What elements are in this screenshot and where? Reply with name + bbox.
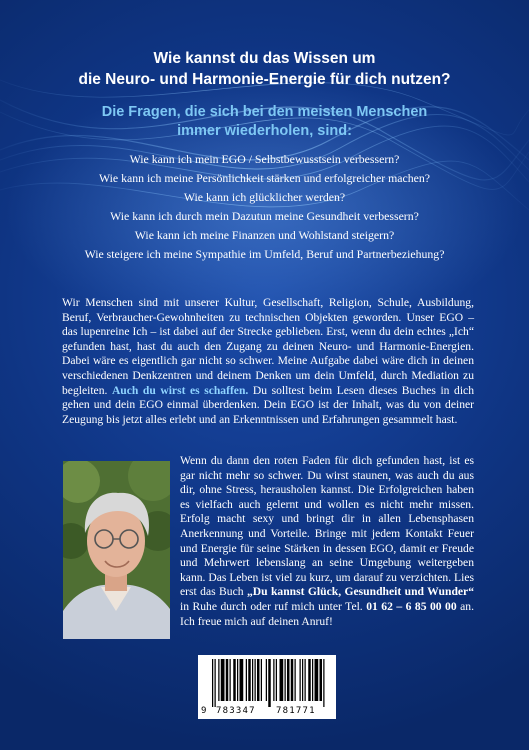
barcode-bar	[291, 659, 294, 701]
barcode-bar	[240, 659, 244, 701]
barcode-bar	[261, 659, 262, 701]
author-photo	[63, 461, 170, 639]
barcode-right-group: 781771	[276, 706, 316, 716]
question-list	[0, 150, 529, 264]
second-paragraph	[180, 454, 474, 629]
barcode-bar	[257, 659, 260, 701]
barcode-bar	[218, 659, 219, 701]
intro-paragraph	[62, 296, 474, 427]
barcode-bar	[280, 659, 284, 701]
barcode-bar	[212, 659, 213, 707]
intro-text-end: Du solltest beim Lesen dieses Buches in dich gehen und dein EGO einmal überdenken. Dein EGO ist der Inhalt, was du von deiner Zeugung bis jetzt alles erlebt und an Erkenntnissen und Erfahrungen gesammelt hast.	[62, 383, 474, 426]
headline-line-1: Wie kannst du das Wissen um	[153, 50, 376, 67]
book-title: „Du kannst Glück, Gesundheit und Wunder“	[246, 585, 474, 599]
barcode-bar	[246, 659, 247, 701]
second-text-end: an. Ich freue mich auf deinen Anruf!	[180, 599, 474, 628]
question-item: Wie kann ich meine Persönlichkeit stärken und erfolgreicher machen?	[98, 171, 430, 185]
subheadline	[0, 103, 529, 141]
barcode-bar	[276, 659, 277, 701]
barcode-bar	[255, 659, 256, 701]
barcode-bar	[320, 659, 323, 701]
barcode-bar	[233, 659, 236, 701]
phone-number: 01 62 – 6 85 00 00	[366, 599, 457, 613]
question-item: Wie kann ich mein EGO / Selbstbewusstsein verbessern?	[129, 152, 400, 166]
barcode-bar	[252, 659, 253, 701]
second-text-start: Wenn du dann den roten Faden für dich gefunden hast, ist es gar nicht mehr so schwer. Du wirst staunen, was auch du aus dir, ohne Stress, herausholen kannst. Die Erfolgreichen haben es vielfach auch gelernt und wollen es nicht mehr missen. Erfolg macht sexy und bringt dir in allen Lebensphasen Anerkennung und Vorteile. Bringe mit jedem Kontakt Feuer und Energie für seine Stärken in dessen EGO, damit er Freude und Mehrwert lebenslang an seine Umgebung weitergeben kann. Das Leben ist viel zu kurz, um darauf zu verzichten. Lies erst das Buch	[180, 454, 474, 599]
barcode-bars	[198, 655, 336, 707]
barcode-left-group: 783347	[216, 706, 256, 716]
barcode-bar	[302, 659, 303, 701]
question-item: Wie kann ich glücklicher werden?	[183, 190, 346, 204]
question-item: Wie kann ich durch mein Dazutun meine Gesundheit verbessern?	[110, 209, 419, 223]
subheadline-line-1: Die Fragen, die sich bei den meisten Menschen	[101, 104, 428, 120]
highlight-text: Auch du wirst es schaffen.	[111, 383, 249, 397]
barcode-bar	[221, 659, 225, 701]
barcode-bar	[226, 659, 229, 701]
subheadline-line-2: immer wiederholen, sind:	[177, 123, 352, 139]
barcode-bar	[295, 659, 296, 701]
barcode-bar	[287, 659, 290, 701]
barcode-digits	[198, 706, 336, 718]
barcode-bar	[266, 659, 267, 701]
barcode-bar	[268, 659, 271, 707]
isbn-barcode	[198, 655, 336, 719]
barcode-bar	[285, 659, 286, 701]
headline-line-2: die Neuro- und Harmonie-Energie für dich nutzen?	[78, 71, 451, 88]
barcode-bar	[300, 659, 301, 701]
barcode-bar	[230, 659, 231, 701]
question-item: Wie steigere ich meine Sympathie im Umfeld, Beruf und Partnerbeziehung?	[84, 247, 445, 261]
barcode-bar	[248, 659, 251, 701]
barcode-bar	[237, 659, 238, 701]
barcode-first-digit: 9	[201, 706, 207, 716]
barcode-bar	[323, 659, 324, 707]
barcode-bar	[305, 659, 306, 701]
second-text-mid: in Ruhe durch oder ruf mich unter Tel.	[180, 599, 363, 613]
intro-text-start: Wir Menschen sind mit unserer Kultur, Gesellschaft, Religion, Schule, Ausbildung, Beruf, Verbraucher-Gewohnheiten zu technischen Objekten geworden. Unser EGO – das lupenreine Ich – ist dabei auf der Strecke geblieben. Erst, wenn du dein echtes „Ich“ gefunden hast, hast du auch den Zugang zu deinen Neuro- und Harmonie-Energien. Dabei wäre es eigentlich gar nicht so schwer. Meine Aufgabe dabei wäre dich in deinen verschiedenen Denkzentren und deinem Denken um dein Umfeld, durch Mediation zu begleiten.	[62, 296, 474, 397]
headline	[0, 48, 529, 90]
barcode-bar	[312, 659, 313, 701]
question-item: Wie kann ich meine Finanzen und Wohlstand steigern?	[134, 228, 395, 242]
barcode-bar	[215, 659, 216, 707]
barcode-bar	[315, 659, 319, 701]
barcode-bar	[273, 659, 274, 701]
barcode-bar	[308, 659, 311, 701]
